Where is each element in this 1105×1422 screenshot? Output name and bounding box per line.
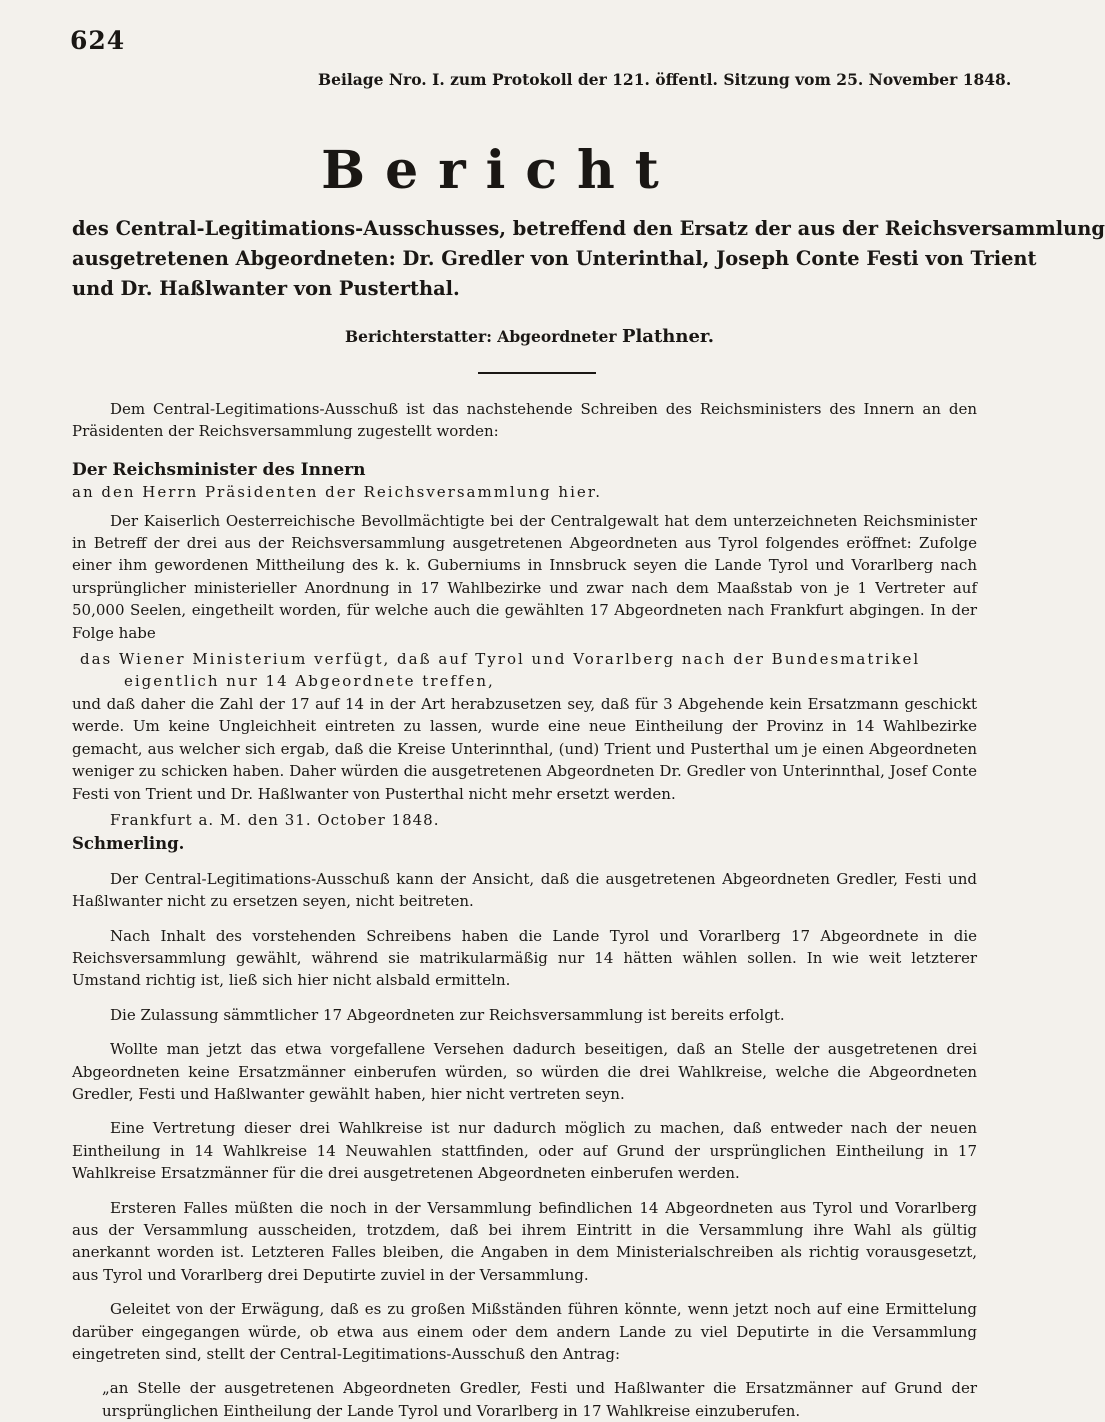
report-subtitle — [72, 214, 1105, 304]
body-paragraph: Geleitet von der Erwägung, daß es zu großen Mißständen führen könnte, wenn jetzt noch auf eine Ermittelung darüber eingegangen würde, ob etwa aus einem oder dem andern Lande zu viel Deputirte in die Versammlung eingetreten sind, stellt der Central-Legitimations-Ausschuß den Antrag: — [72, 1300, 977, 1364]
letter-paragraph: Der Kaiserlich Oesterreichische Bevollmächtigte bei der Centralgewalt hat dem unterzeichneten Reichsminister in Betreff der drei aus der Reichsversammlung ausgetretenen Abgeordneten aus Tyrol folgendes eröffnet: Zufolge einer ihm gewordenen Mittheilung des k. k. Guberniums in Innsbruck seyen die Lande Tyrol und Vorarlberg nach ursprünglicher ministerieller Anordnung in 17 Wahlbezirke und zwar nach dem Maaßstab von je 1 Vertreter auf 50,000 Seelen, eingetheilt worden, für welche auch die gewählten 17 Abgeordneten nach Frankfurt abgingen. In der Folge habe — [72, 511, 977, 642]
divider-rule — [478, 372, 596, 374]
protocol-header: Beilage Nro. I. zum Protokoll der 121. öffentl. Sitzung vom 25. November 1848. — [318, 70, 1012, 89]
body-paragraph: Eine Vertretung dieser drei Wahlkreise ist nur dadurch möglich zu machen, daß entweder nach der neuen Eintheilung in 14 Wahlkreise 14 Neuwahlen stattfinden, oder auf Grund der ursprünglichen Eintheilung in 17 Wahlkreise Ersatzmänner für die drei ausgetretenen Abgeordneten einberufen werden. — [72, 1119, 977, 1183]
letter-quoted-line: das Wiener Ministerium verfügt, daß auf Tyrol und Vorarlberg nach der Bundesmatrikel — [80, 650, 921, 669]
body-paragraph: Der Central-Legitimations-Ausschuß kann der Ansicht, daß die ausgetretenen Abgeordneten Gredler, Festi und Haßlwanter nicht zu ersetzen seyen, nicht beitreten. — [72, 869, 977, 911]
body-paragraph: Ersteren Falles müßten die noch in der Versammlung befindlichen 14 Abgeordneten aus Tyrol und Vorarlberg aus der Versammlung ausscheiden, trotzdem, daß bei ihrem Eintritt in die Versammlung ihre Wahl als gültig anerkannt worden ist. Letzteren Falles bleiben, die Angaben in dem Ministerialschreiben als richtig vorausgesetzt, aus Tyrol und Vorarlberg drei Deputirte zuviel in der Versammlung. — [72, 1198, 977, 1284]
page-number: 624 — [70, 26, 126, 55]
subtitle-line: und Dr. Haßlwanter von Pusterthal. — [72, 277, 460, 300]
report-body — [72, 398, 977, 1422]
letter-signature: Schmerling. — [72, 834, 185, 854]
rapporteur-line — [345, 326, 714, 347]
spacer — [72, 1026, 977, 1038]
letter-address: an den Herrn Präsidenten der Reichsversammlung hier. — [72, 483, 603, 502]
motion-text: „an Stelle der ausgetretenen Abgeordneten Gredler, Festi und Haßlwanter die Ersatzmänner auf Grund der ursprünglichen Eintheilung der Lande Tyrol und Vorarlberg in 17 Wahlkreise einzuberufen. — [102, 1379, 977, 1420]
body-paragraph: Wollte man jetzt das etwa vorgefallene Versehen dadurch beseitigen, daß an Stelle der ausgetretenen drei Abgeordneten keine Ersatzmänner einberufen würden, so würden die drei Wahlkreise, welche die Abgeordneten Gredler, Festi und Haßlwanter gewählt haben, hier nicht vertreten seyn. — [72, 1040, 977, 1103]
spacer — [72, 913, 977, 925]
rapporteur-label: Berichterstatter: Abgeordneter — [345, 327, 617, 346]
subtitle-line: ausgetretenen Abgeordneten: Dr. Gredler von Unterinthal, Joseph Conte Festi von Trient — [72, 247, 1037, 270]
letter-quoted-line: eigentlich nur 14 Abgeordnete treffen, — [124, 672, 495, 691]
subtitle-line: des Central-Legitimations-Ausschusses, betreffend den Ersatz der aus der Reichsversammlung — [72, 217, 1105, 240]
spacer — [72, 992, 977, 1004]
spacer — [72, 1105, 977, 1117]
spacer — [72, 1365, 977, 1377]
spacer — [72, 1185, 977, 1197]
letter-sender: Der Reichsminister des Innern — [72, 459, 366, 480]
rapporteur-name: Plathner. — [621, 326, 715, 347]
intro-paragraph: Dem Central-Legitimations-Ausschuß ist das nachstehende Schreiben des Reichsministers des Innern an den Präsidenten der Reichsversammlung zugestellt worden: — [72, 400, 977, 441]
body-paragraph: Nach Inhalt des vorstehenden Schreibens haben die Lande Tyrol und Vorarlberg 17 Abgeordnete in die Reichsversammlung gewählt, während sie matrikularmäßig nur 14 hätten wählen sollen. In wie weit letzterer Umstand richtig ist, ließ sich hier nicht alsbald ermitteln. — [72, 926, 977, 990]
body-paragraph: Die Zulassung sämmtlicher 17 Abgeordneten zur Reichsversammlung ist bereits erfolgt. — [110, 1005, 785, 1024]
report-title: Bericht — [321, 140, 679, 201]
letter-dateline: Frankfurt a. M. den 31. October 1848. — [110, 810, 440, 829]
spacer — [72, 856, 977, 868]
letter-paragraph: und daß daher die Zahl der 17 auf 14 in der Art herabzusetzen sey, daß für 3 Abgehende kein Ersatzmann geschickt werde. Um keine Ungleichheit eintreten zu lassen, wurde eine neue Eintheilung der Provinz in 14 Wahlbezirke gemacht, aus welcher sich ergab, daß die Kreise Unterinnthal, (und) Trient und Pusterthal um je einen Abgeordneten weniger zu schicken haben. Daher würden die ausgetretenen Abgeordneten Dr. Gredler von Unterinnthal, Josef Conte Festi von Trient und Dr. Haßlwanter von Pusterthal nicht mehr ersetzt werden. — [72, 694, 977, 803]
spacer — [72, 1286, 977, 1298]
